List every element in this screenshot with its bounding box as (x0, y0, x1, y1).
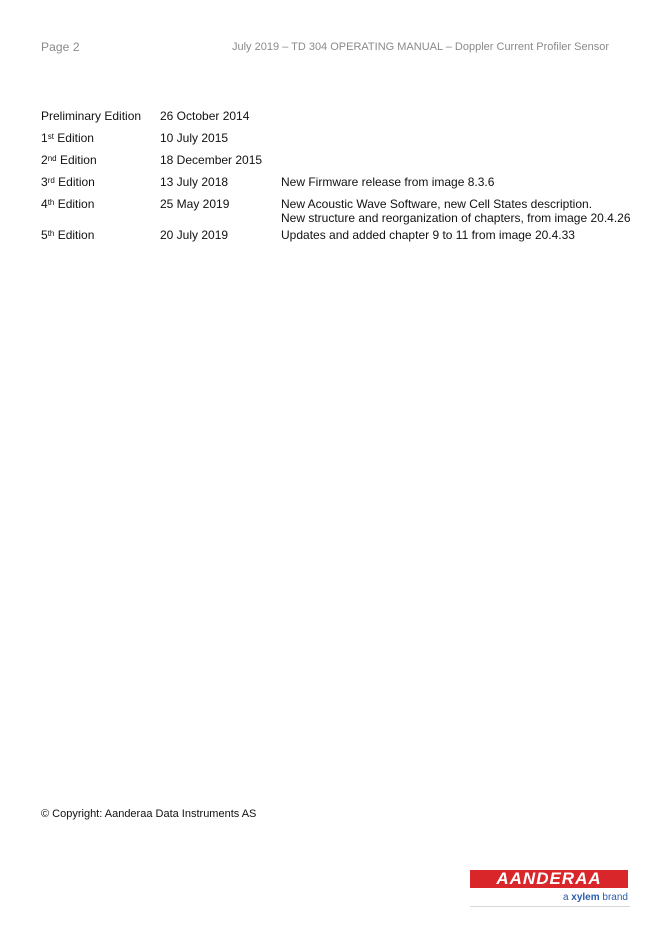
edition-name: Preliminary Edition (41, 109, 142, 123)
edition-notes (281, 228, 621, 242)
edition-row (41, 153, 621, 167)
running-header-title: July 2019 – TD 304 OPERATING MANUAL – Doppler Current Profiler Sensor (231, 41, 609, 53)
edition-date: 26 October 2014 (160, 109, 250, 123)
edition-note: Updates and added chapter 9 to 11 from image 20.4.33 (281, 228, 575, 242)
edition-row (41, 197, 631, 225)
edition-name: 4th Edition (41, 197, 95, 211)
edition-note: New Firmware release from image 8.3.6 (281, 175, 495, 189)
edition-notes (281, 175, 621, 189)
edition-row (41, 175, 621, 189)
copyright-notice: © Copyright: Aanderaa Data Instruments AS (41, 808, 257, 820)
edition-date: 20 July 2019 (160, 228, 229, 242)
edition-name: 1st Edition (41, 131, 94, 145)
edition-notes (281, 197, 631, 225)
edition-row (41, 228, 621, 242)
edition-name: 3rd Edition (41, 175, 95, 189)
edition-history-table (41, 109, 631, 250)
edition-date: 18 December 2015 (160, 153, 263, 167)
edition-name: 5th Edition (41, 228, 95, 242)
edition-date: 25 May 2019 (160, 197, 230, 211)
edition-note: New Acoustic Wave Software, new Cell States description. (281, 197, 593, 211)
edition-row (41, 109, 621, 123)
aanderaa-logo (470, 867, 630, 911)
logo-tagline: a xylem brand (562, 892, 628, 903)
edition-date: 10 July 2015 (160, 131, 229, 145)
edition-row (41, 131, 621, 145)
logo-divider (470, 906, 630, 907)
logo-wordmark: AANDERAA (496, 869, 602, 888)
page-number: Page 2 (41, 40, 80, 54)
xylem-wordmark: xylem (571, 892, 600, 903)
edition-note: New structure and reorganization of chapters, from image 20.4.26 (281, 211, 631, 225)
edition-name: 2nd Edition (41, 153, 97, 167)
edition-date: 13 July 2018 (160, 175, 229, 189)
